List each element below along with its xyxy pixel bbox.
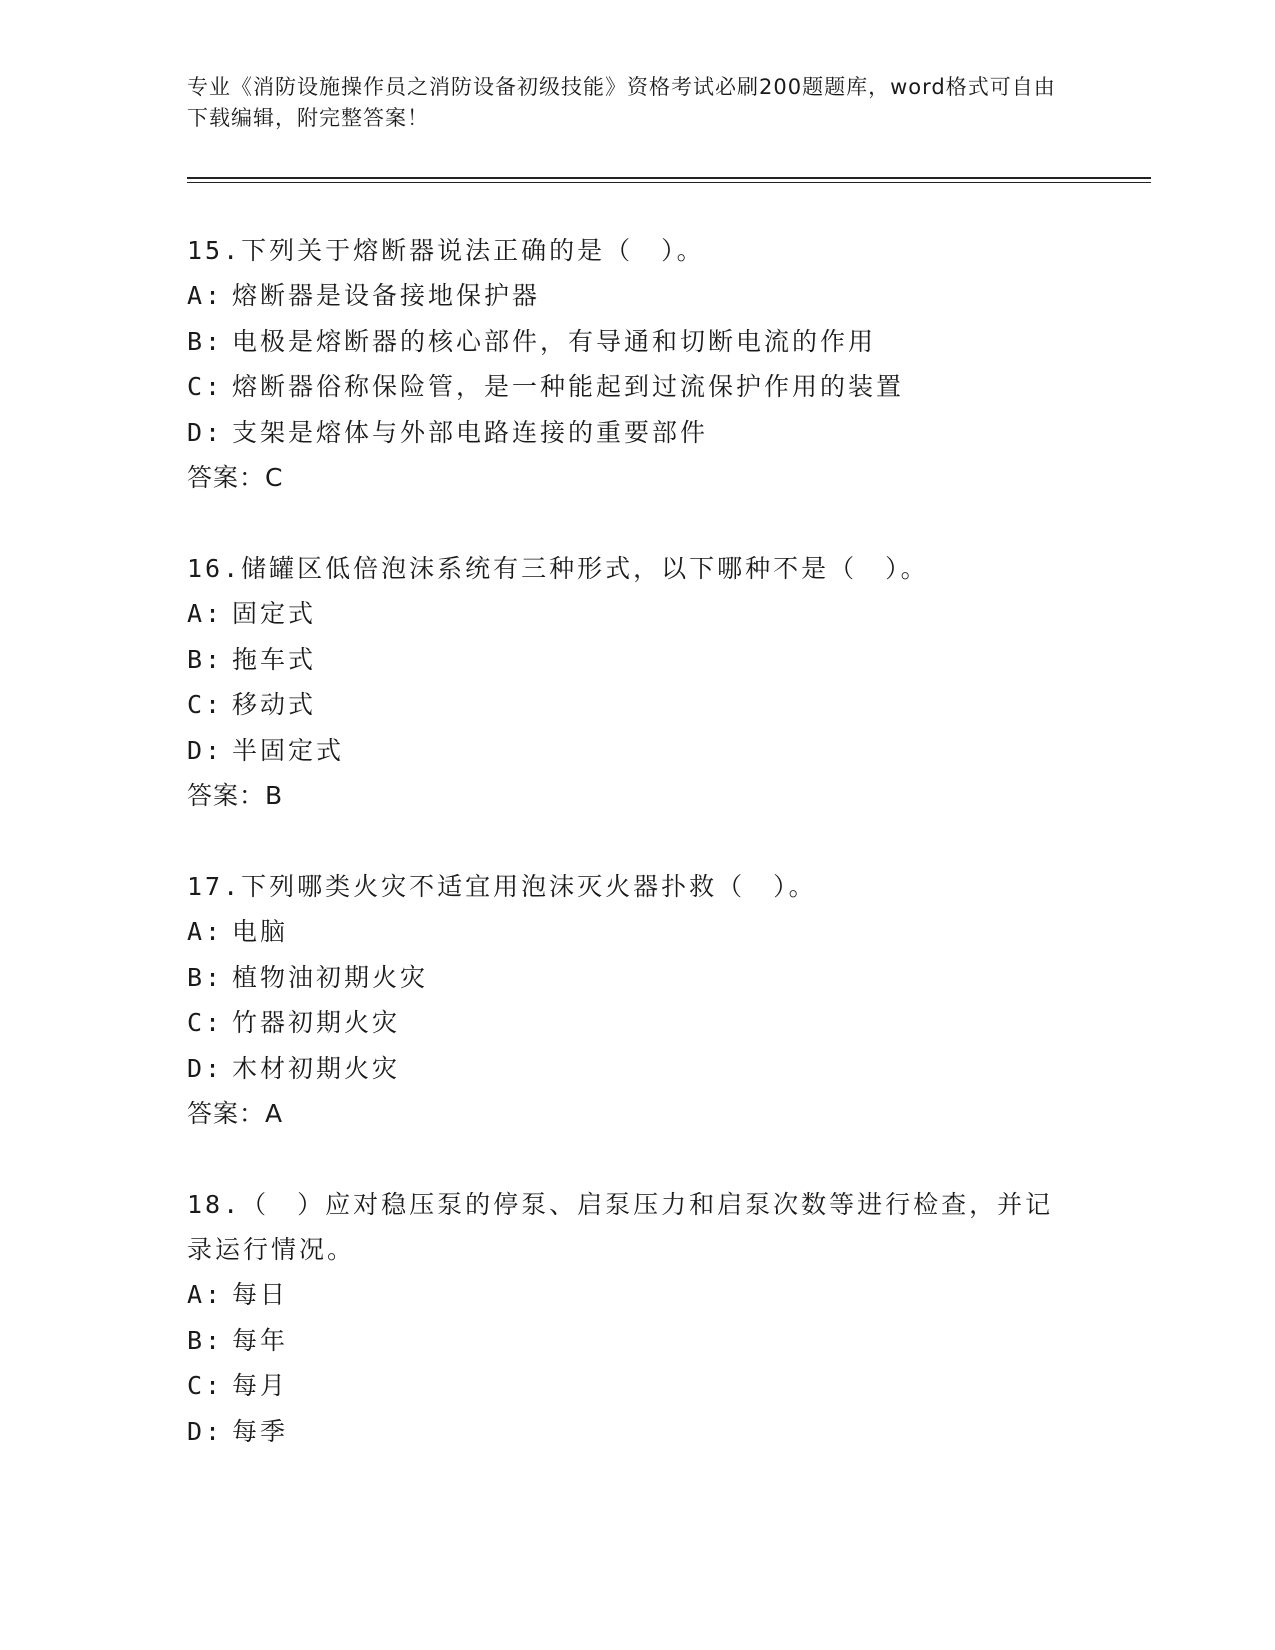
header-rule-thick: [187, 177, 1151, 179]
option-d: [187, 728, 1087, 774]
option-key: A:: [187, 281, 224, 310]
option-d: [187, 1046, 1087, 1092]
option-text: 支架是熔体与外部电路连接的重要部件: [232, 417, 709, 447]
option-b: [187, 955, 1087, 1001]
option-text: 每月: [232, 1371, 289, 1400]
option-key: D:: [187, 1416, 224, 1446]
option-text: 每季: [232, 1416, 289, 1446]
option-d: [187, 410, 1087, 456]
option-key: D:: [187, 417, 224, 447]
question-stem: 15.下列关于熔断器说法正确的是（ ）。: [187, 236, 705, 265]
option-text: 拖车式: [232, 644, 317, 674]
option-b: [187, 637, 1087, 683]
option-text: 每年: [232, 1325, 289, 1355]
option-c: [187, 364, 1087, 410]
option-text: 电极是熔断器的核心部件，有导通和切断电流的作用: [232, 326, 877, 356]
option-key: C:: [187, 1008, 224, 1037]
option-a: [187, 909, 1087, 955]
option-key: B:: [187, 962, 224, 992]
option-text: 植物油初期火灾: [232, 962, 429, 992]
option-text: 熔断器俗称保险管，是一种能起到过流保护作用的装置: [232, 372, 905, 401]
option-text: 每日: [232, 1280, 289, 1309]
option-key: D:: [187, 1053, 224, 1083]
answer: 答案：C: [187, 463, 284, 492]
option-text: 竹器初期火灾: [232, 1008, 401, 1037]
option-text: 固定式: [232, 599, 317, 628]
question-stem: 16.储罐区低倍泡沫系统有三种形式，以下哪种不是（ ）。: [187, 554, 929, 583]
option-key: A:: [187, 1280, 224, 1309]
option-key: B:: [187, 644, 224, 674]
option-text: 电脑: [232, 917, 289, 946]
option-text: 木材初期火灾: [232, 1053, 401, 1083]
question-15: [187, 228, 1087, 500]
option-key: D:: [187, 735, 224, 765]
answer: 答案：B: [187, 781, 284, 810]
question-17: [187, 864, 1087, 1136]
option-key: B:: [187, 326, 224, 356]
question-stem: 17.下列哪类火灾不适宜用泡沫灭火器扑救（ ）。: [187, 872, 817, 901]
option-c: [187, 1363, 1067, 1409]
option-text: 移动式: [232, 690, 317, 719]
option-key: C:: [187, 372, 224, 401]
option-a: [187, 273, 1087, 319]
option-text: 半固定式: [232, 735, 345, 765]
option-key: C:: [187, 690, 224, 719]
option-text: 熔断器是设备接地保护器: [232, 281, 541, 310]
option-key: A:: [187, 599, 224, 628]
option-key: B:: [187, 1325, 224, 1355]
option-a: [187, 591, 1087, 637]
option-c: [187, 1000, 1087, 1046]
option-a: [187, 1272, 1067, 1318]
option-c: [187, 682, 1087, 728]
header-rule-thin: [187, 182, 1151, 183]
option-key: A:: [187, 917, 224, 946]
question-18: [187, 1182, 1067, 1454]
option-d: [187, 1409, 1067, 1455]
option-b: [187, 1318, 1067, 1364]
option-b: [187, 319, 1087, 365]
question-16: [187, 546, 1087, 818]
document-header: 专业《消防设施操作员之消防设备初级技能》资格考试必刷200题题库，word格式可自由下载编辑，附完整答案！: [187, 75, 1056, 130]
option-key: C:: [187, 1371, 224, 1400]
answer: 答案：A: [187, 1099, 284, 1128]
question-stem: 18.（ ）应对稳压泵的停泵、启泵压力和启泵次数等进行检查，并记录运行情况。: [187, 1190, 1054, 1264]
